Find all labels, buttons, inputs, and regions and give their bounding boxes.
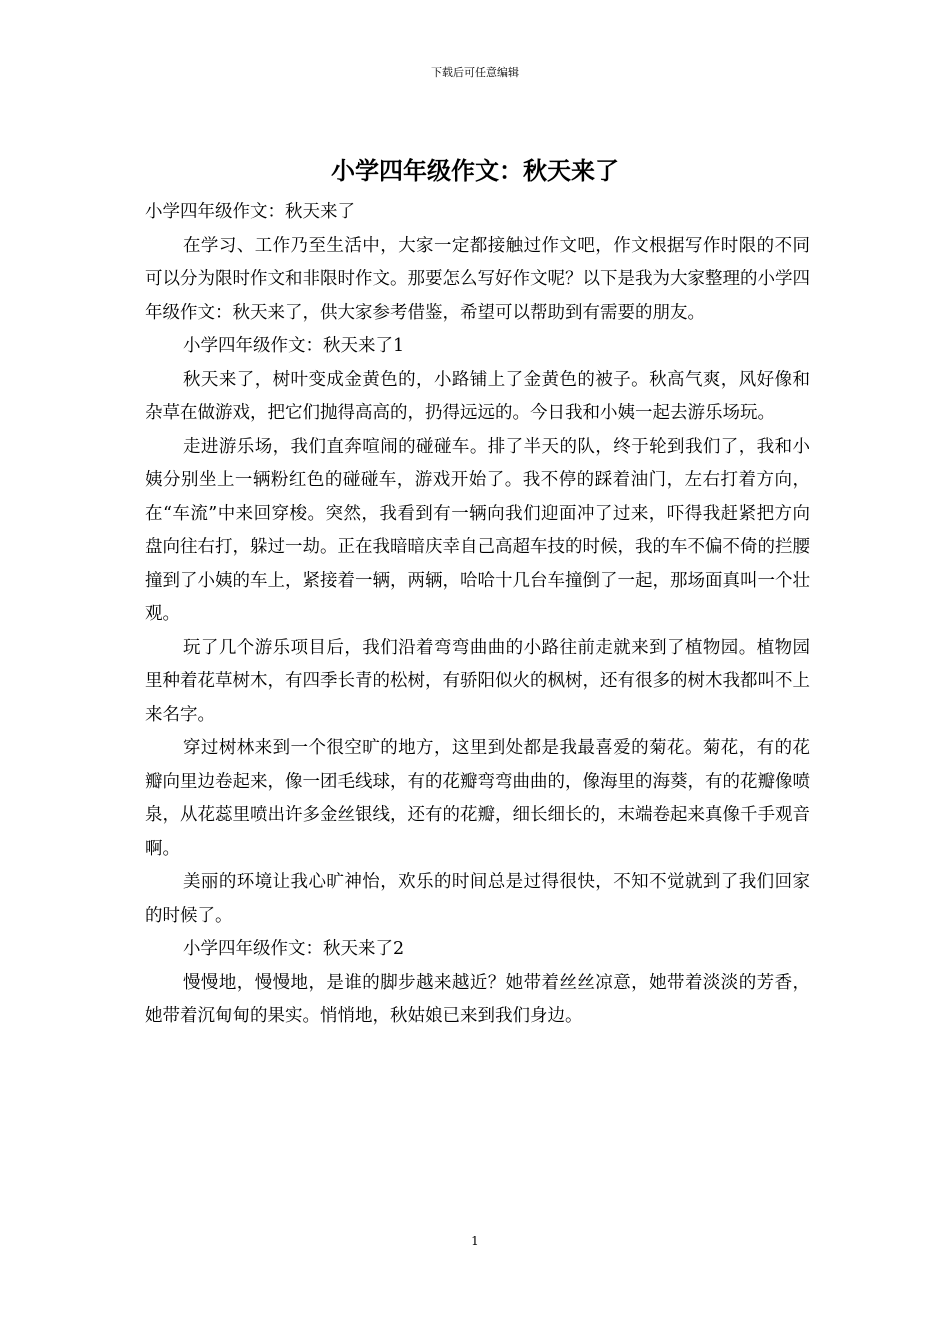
section-heading-2: 小学四年级作文：秋天来了2 [183,939,405,959]
body-paragraph: 穿过树林来到一个很空旷的地方，这里到处都是我最喜爱的菊花。菊花，有的花瓣向里边卷起来，像一团毛线球，有的花瓣弯弯曲曲的，像海里的海葵，有的花瓣像喷泉，从花蕊里喷出许多金丝银线，还有的花瓣，细长细长的，末端卷起来真像千手观音啊。 [145,738,810,859]
body-paragraph: 美丽的环境让我心旷神怡，欢乐的时间总是过得很快，不知不觉就到了我们回家的时候了。 [145,872,810,926]
subtitle-line: 小学四年级作文：秋天来了 [145,202,355,222]
intro-paragraph: 在学习、工作乃至生活中，大家一定都接触过作文吧，作文根据写作时限的不同可以分为限时作文和非限时作文。那要怎么写好作文呢？以下是我为大家整理的小学四年级作文：秋天来了，供大家参考借鉴，希望可以帮助到有需要的朋友。 [145,235,810,323]
body-paragraph: 秋天来了，树叶变成金黄色的，小路铺上了金黄色的被子。秋高气爽，风好像和杂草在做游戏，把它们抛得高高的，扔得远远的。今日我和小姨一起去游乐场玩。 [145,369,810,423]
page-number: 1 [471,1234,479,1248]
document-body [145,196,810,1034]
page-header: 下载后可任意编辑 [431,66,519,79]
section-heading-1: 小学四年级作文：秋天来了1 [183,336,405,356]
body-paragraph: 玩了几个游乐项目后，我们沿着弯弯曲曲的小路往前走就来到了植物园。植物园里种着花草树木，有四季长青的松树，有骄阳似火的枫树，还有很多的树木我都叫不上来名字。 [145,637,810,725]
body-paragraph: 走进游乐场，我们直奔喧闹的碰碰车。排了半天的队，终于轮到我们了，我和小姨分别坐上一辆粉红色的碰碰车，游戏开始了。我不停的踩着油门，左右打着方向，在“车流”中来回穿梭。突然，我看到有一辆向我们迎面冲了过来，吓得我赶紧把方向盘向往右打，躲过一劫。正在我暗暗庆幸自己高超车技的时候，我的车不偏不倚的拦腰撞到了小姨的车上，紧接着一辆，两辆，哈哈十几台车撞倒了一起，那场面真叫一个壮观。 [145,436,810,624]
document-title: 小学四年级作文：秋天来了 [331,156,619,185]
body-paragraph: 慢慢地，慢慢地，是谁的脚步越来越近？她带着丝丝凉意，她带着淡淡的芳香，她带着沉甸甸的果实。悄悄地，秋姑娘已来到我们身边。 [145,972,810,1026]
